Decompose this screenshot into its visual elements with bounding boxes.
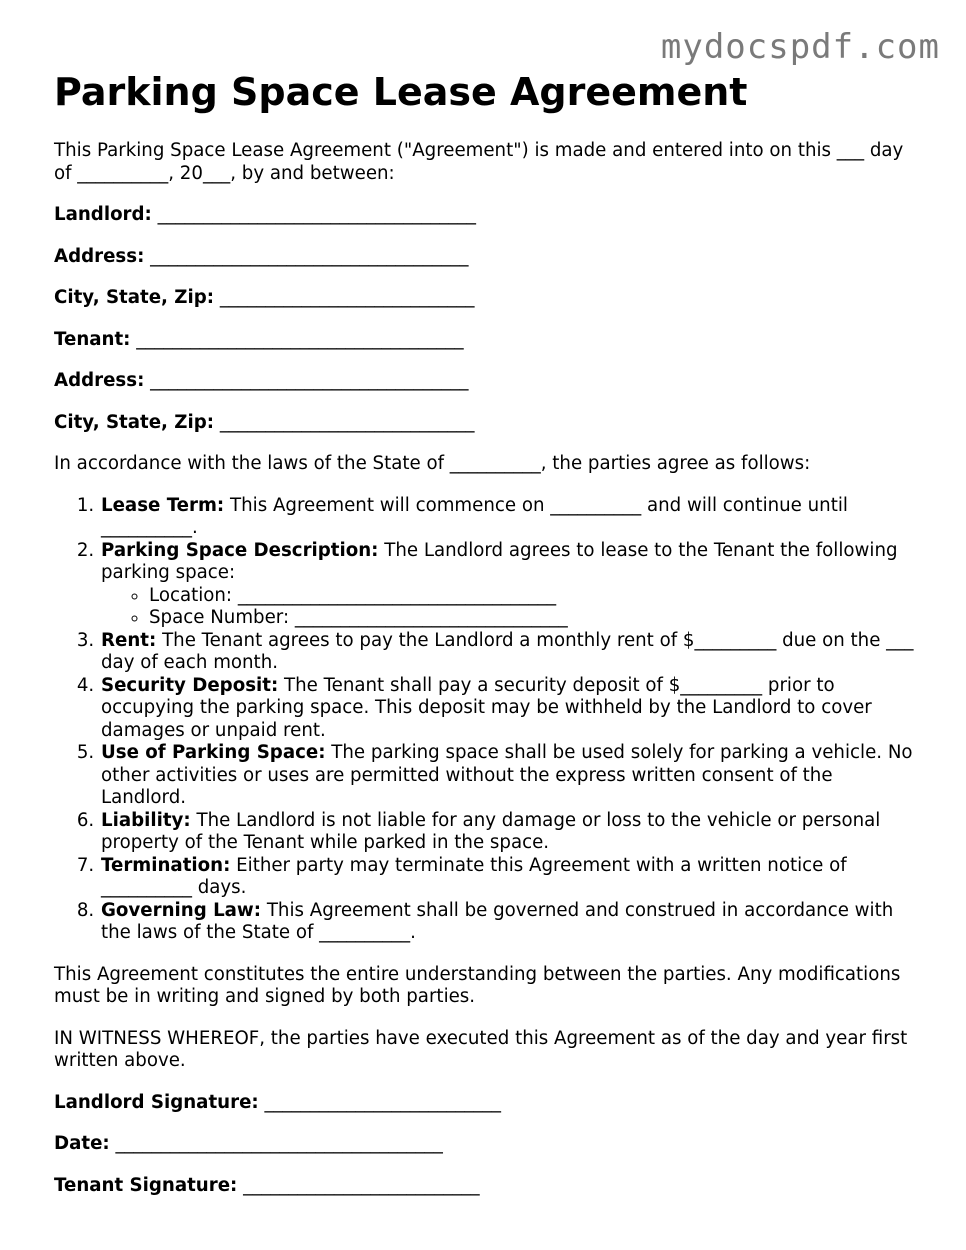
term-heading: Termination: xyxy=(101,854,231,876)
field-blank: ___________________________________ xyxy=(150,245,469,267)
entire-agreement-paragraph: This Agreement constitutes the entire understanding between the parties. Any modifications must be in writing and signed by both parties. xyxy=(54,963,901,1007)
tenant-signature-field xyxy=(54,1175,920,1198)
field-blank: ____________________________ xyxy=(219,411,475,433)
tenant-address-field xyxy=(54,370,920,393)
term-use-of-parking-space xyxy=(100,742,920,810)
term-heading: Parking Space Description: xyxy=(101,539,379,561)
term-rent xyxy=(100,630,920,675)
field-label: Tenant: xyxy=(54,328,131,350)
landlord-address-field xyxy=(54,246,920,269)
field-label: Landlord: xyxy=(54,204,152,225)
date-field xyxy=(54,1133,920,1156)
parking-space-sublist xyxy=(101,585,920,630)
field-label: Tenant Signature: xyxy=(54,1174,238,1196)
field-label: Landlord Signature: xyxy=(54,1091,259,1113)
term-heading: Liability: xyxy=(101,809,191,831)
terms-list xyxy=(54,495,920,945)
landlord-city-state-zip-field xyxy=(54,287,920,310)
tenant-city-state-zip-field xyxy=(54,412,920,435)
field-blank: ____________________________________ xyxy=(136,328,464,350)
term-text: The Tenant shall pay a security deposit of $_________ prior to occupying the parking space. This deposit may be withheld by the Landlord to cover damages or unpaid rent. xyxy=(101,674,872,741)
term-heading: Use of Parking Space: xyxy=(101,742,326,763)
landlord-signature-field xyxy=(54,1092,920,1115)
document-page xyxy=(54,70,920,1197)
term-parking-space-description xyxy=(100,540,920,630)
sub-item-space-number: ◦ Space Number: ______________________________ xyxy=(149,607,920,630)
term-heading: Governing Law: xyxy=(101,899,262,921)
document-title: Parking Space Lease Agreement xyxy=(54,70,748,114)
field-blank: __________________________ xyxy=(264,1091,501,1113)
term-heading: Security Deposit: xyxy=(101,674,279,696)
term-text: The parking space shall be used solely for parking a vehicle. No other activities or uses are permitted without the express written consent of the Landlord. xyxy=(101,742,913,808)
term-heading: Lease Term: xyxy=(101,494,225,516)
term-liability xyxy=(100,810,920,855)
term-text: Either party may terminate this Agreement with a written notice of __________ days. xyxy=(101,854,847,898)
watermark: mydocspdf.com xyxy=(660,27,940,67)
term-text: The Tenant agrees to pay the Landlord a monthly rent of $_________ due on the ___ day of each month. xyxy=(101,629,914,673)
sub-item-location: ◦ Location: ___________________________________ xyxy=(149,585,920,608)
field-blank: __________________________ xyxy=(243,1174,480,1196)
landlord-field xyxy=(54,204,920,227)
field-label: Date: xyxy=(54,1133,110,1154)
field-label: City, State, Zip: xyxy=(54,287,215,308)
term-termination xyxy=(100,855,920,900)
field-label: Address: xyxy=(54,370,145,391)
field-blank: ___________________________________ xyxy=(150,370,469,391)
field-label: City, State, Zip: xyxy=(54,411,215,433)
term-heading: Rent: xyxy=(101,629,157,651)
accordance-paragraph: In accordance with the laws of the State of __________, the parties agree as follows: xyxy=(54,453,811,474)
field-blank: ____________________________ xyxy=(219,287,475,308)
intro-paragraph: This Parking Space Lease Agreement ("Agreement") is made and entered into on this ___ day of __________, 20___, by and between: xyxy=(54,140,904,184)
term-governing-law xyxy=(100,900,920,945)
term-lease-term xyxy=(100,495,920,540)
term-text: This Agreement shall be governed and construed in accordance with the laws of the State of __________. xyxy=(101,899,894,943)
field-blank: ___________________________________ xyxy=(157,204,476,225)
field-blank: ____________________________________ xyxy=(115,1133,443,1154)
tenant-field xyxy=(54,329,920,352)
field-label: Address: xyxy=(54,245,145,267)
term-security-deposit xyxy=(100,675,920,743)
term-text: This Agreement will commence on __________ and will continue until __________. xyxy=(101,494,848,538)
witness-paragraph: IN WITNESS WHEREOF, the parties have executed this Agreement as of the day and year first written above. xyxy=(54,1027,908,1071)
term-text: The Landlord agrees to lease to the Tenant the following parking space: xyxy=(101,539,898,583)
term-text: The Landlord is not liable for any damage or loss to the vehicle or personal property of the Tenant while parked in the space. xyxy=(101,809,881,853)
